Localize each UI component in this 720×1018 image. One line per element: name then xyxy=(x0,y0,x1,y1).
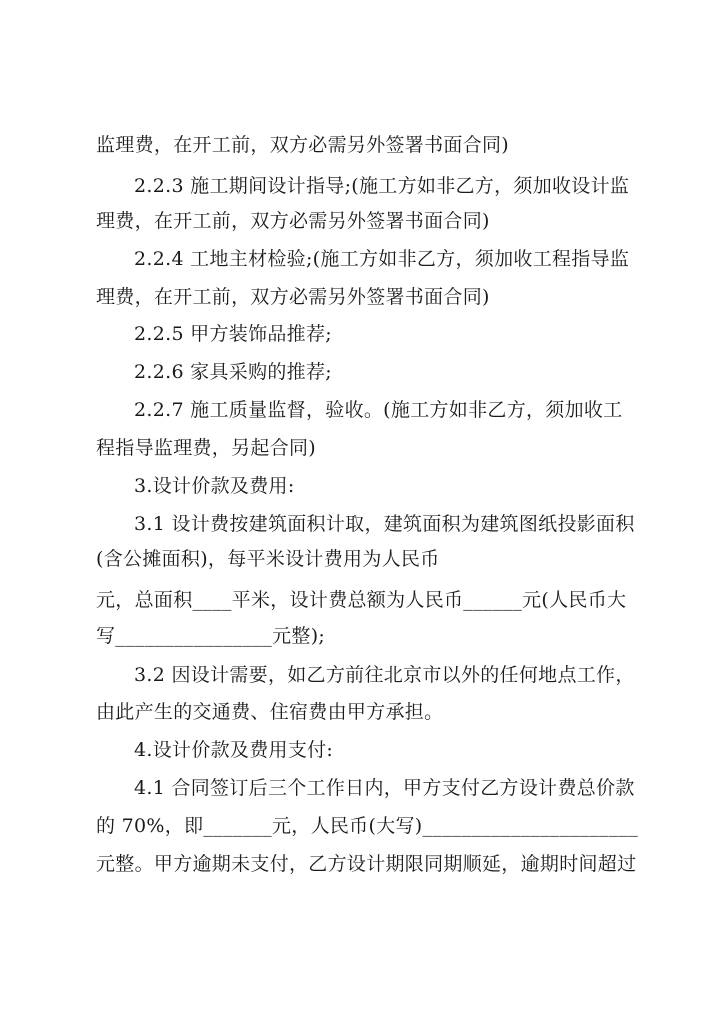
text-line-14: 写________________元整); xyxy=(96,625,326,647)
text-line-7: 2.2.6 家具采购的推荐; xyxy=(134,361,332,383)
text-line-4: 2.2.4 工地主材检验;(施工方如非乙方，须加收工程指导监 xyxy=(134,248,630,270)
text-line-19: 的 70%，即_______元，人民币(大写)______________________ xyxy=(96,815,639,837)
text-line-15: 3.2 因设计需要，如乙方前往北京市以外的任何地点工作， xyxy=(134,664,635,686)
text-line-8: 2.2.7 施工质量监督，验收。(施工方如非乙方，须加收工 xyxy=(134,399,623,421)
text-line-18: 4.1 合同签订后三个工作日内，甲方支付乙方设计费总价款 xyxy=(134,777,635,799)
text-line-10: 3.设计价款及费用: xyxy=(134,475,295,497)
text-line-9: 程指导监理费，另起合同) xyxy=(96,437,317,459)
text-line-5: 理费，在开工前，双方必需另外签署书面合同) xyxy=(96,286,490,308)
text-line-12: (含公摊面积)，每平米设计费用为人民币 xyxy=(96,548,440,570)
text-line-11: 3.1 设计费按建筑面积计取，建筑面积为建筑图纸投影面积 xyxy=(134,513,635,535)
text-line-1: 监理费，在开工前，双方必需另外签署书面合同) xyxy=(96,134,510,156)
text-line-16: 由此产生的交通费、住宿费由甲方承担。 xyxy=(96,701,444,723)
text-line-13: 元，总面积____平米，设计费总额为人民币______元(人民币大 xyxy=(96,589,627,611)
text-line-2: 2.2.3 施工期间设计指导;(施工方如非乙方，须加收设计监 xyxy=(134,175,630,197)
text-line-6: 2.2.5 甲方装饰品推荐; xyxy=(134,323,332,345)
text-line-20: 元整。甲方逾期未支付，乙方设计期限同期顺延，逾期时间超过 xyxy=(96,853,637,875)
text-line-17: 4.设计价款及费用支付: xyxy=(134,739,334,761)
text-line-3: 理费，在开工前，双方必需另外签署书面合同) xyxy=(96,210,490,232)
